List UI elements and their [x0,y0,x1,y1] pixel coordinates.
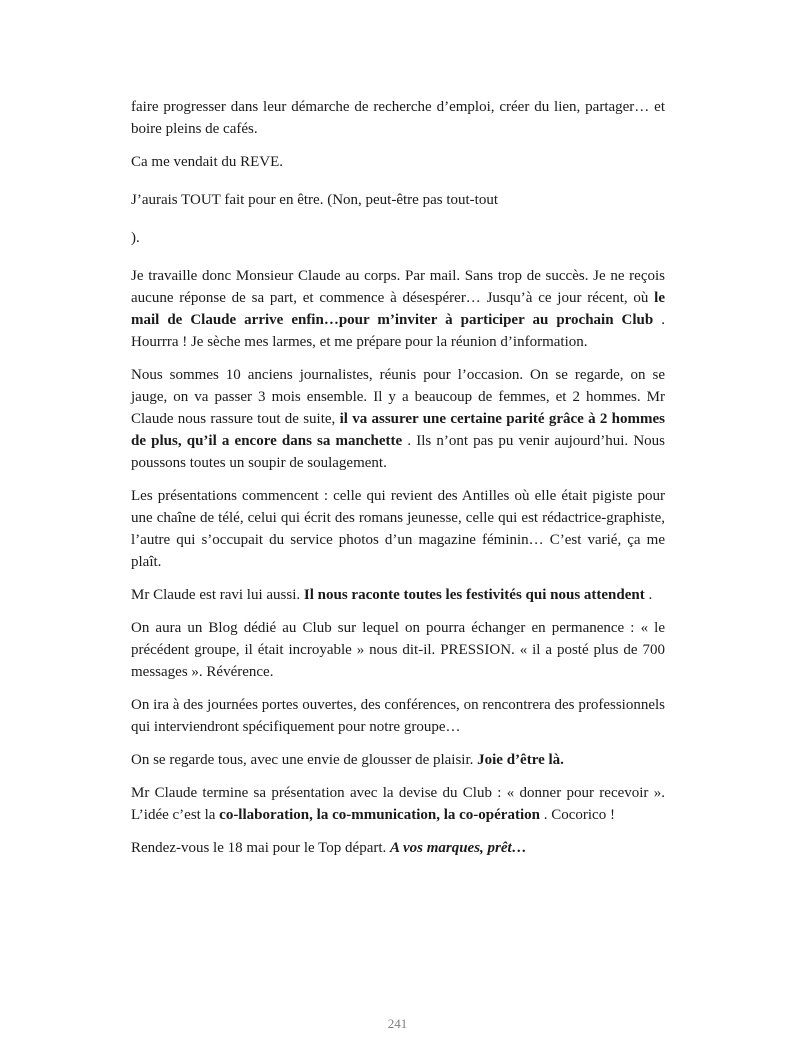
paragraph-reve: Ca me vendait du REVE. [131,154,284,170]
paragraph-intro: faire progresser dans leur démarche de recherche d’emploi, créer du lien, partager… et boire pleins de cafés. [131,99,665,137]
paragraph-journalistes: Nous sommes 10 anciens journalistes, réunis pour l’occasion. On se regarde, on se jauge, on va passer 3 mois ensemble. Il y a beaucoup de femmes, et 2 hommes. Mr Claude nous rassure tout de suite, il va assurer une certaine parité grâce à 2 hommes de plus, qu’il a encore dans sa manchette . Ils n’ont pas pu venir aujourd’hui. Nous poussons toutes un soupir de soulagement. [131,367,665,471]
page-number: 241 [387,1016,408,1031]
bold-text: co-llaboration, la co-mmunication, la co-opération [219,807,540,823]
paragraph-blog: On aura un Blog dédié au Club sur lequel on pourra échanger en permanence : « le précédent groupe, il était incroyable » nous dit-il. PRESSION. « il a posté plus de 700 messages ». Révérence. [131,620,665,680]
paragraph-tout: J’aurais TOUT fait pour en être. (Non, peut-être pas tout-tout [131,192,498,208]
bold-text: Joie d’être là. [477,752,564,768]
paragraph-festivites: Mr Claude est ravi lui aussi. Il nous raconte toutes les festivités qui nous attendent . [131,587,653,603]
paragraph-mail: Je travaille donc Monsieur Claude au corps. Par mail. Sans trop de succès. Je ne reçois aucune réponse de sa part, et commence à désespérer… Jusqu’à ce jour récent, où le mail de Claude arrive enfin…pour m’inviter à participer au prochain Club . Hourrra ! Je sèche mes larmes, et me prépare pour la réunion d’information. [131,268,665,350]
paragraph-presentations: Les présentations commencent : celle qui revient des Antilles où elle était pigiste pour une chaîne de télé, celui qui écrit des romans jeunesse, celle qui est rédactrice-graphiste, l’autre qui s’occupait du service photos d’un magazine féminin… C’est varié, ça me plaît. [131,488,665,570]
paragraph-joie: On se regarde tous, avec une envie de glousser de plaisir. Joie d’être là. [131,752,564,768]
bold-text: le mail de Claude arrive enfin…pour m’inviter à participer au prochain Club [131,290,665,328]
bold-text: Il nous raconte toutes les festivités qui nous attendent [303,587,645,603]
paragraph-rendez-vous: Rendez-vous le 18 mai pour le Top départ. A vos marques, prêt… [131,840,527,856]
paragraph-closing-paren: ). [131,230,140,246]
bold-text: il va assurer une certaine parité grâce à 2 hommes de plus, qu’il a encore dans sa manchette [131,411,665,449]
paragraph-devise: Mr Claude termine sa présentation avec la devise du Club : « donner pour recevoir ». L’idée c’est la co-llaboration, la co-mmunication, la co-opération . Cocorico ! [131,785,665,823]
bold-italic-text: A vos marques, prêt… [390,840,527,856]
paragraph-journees: On ira à des journées portes ouvertes, des conférences, on rencontrera des professionnels qui interviendront spécifiquement pour notre groupe… [131,697,665,735]
page-body [131,96,665,870]
